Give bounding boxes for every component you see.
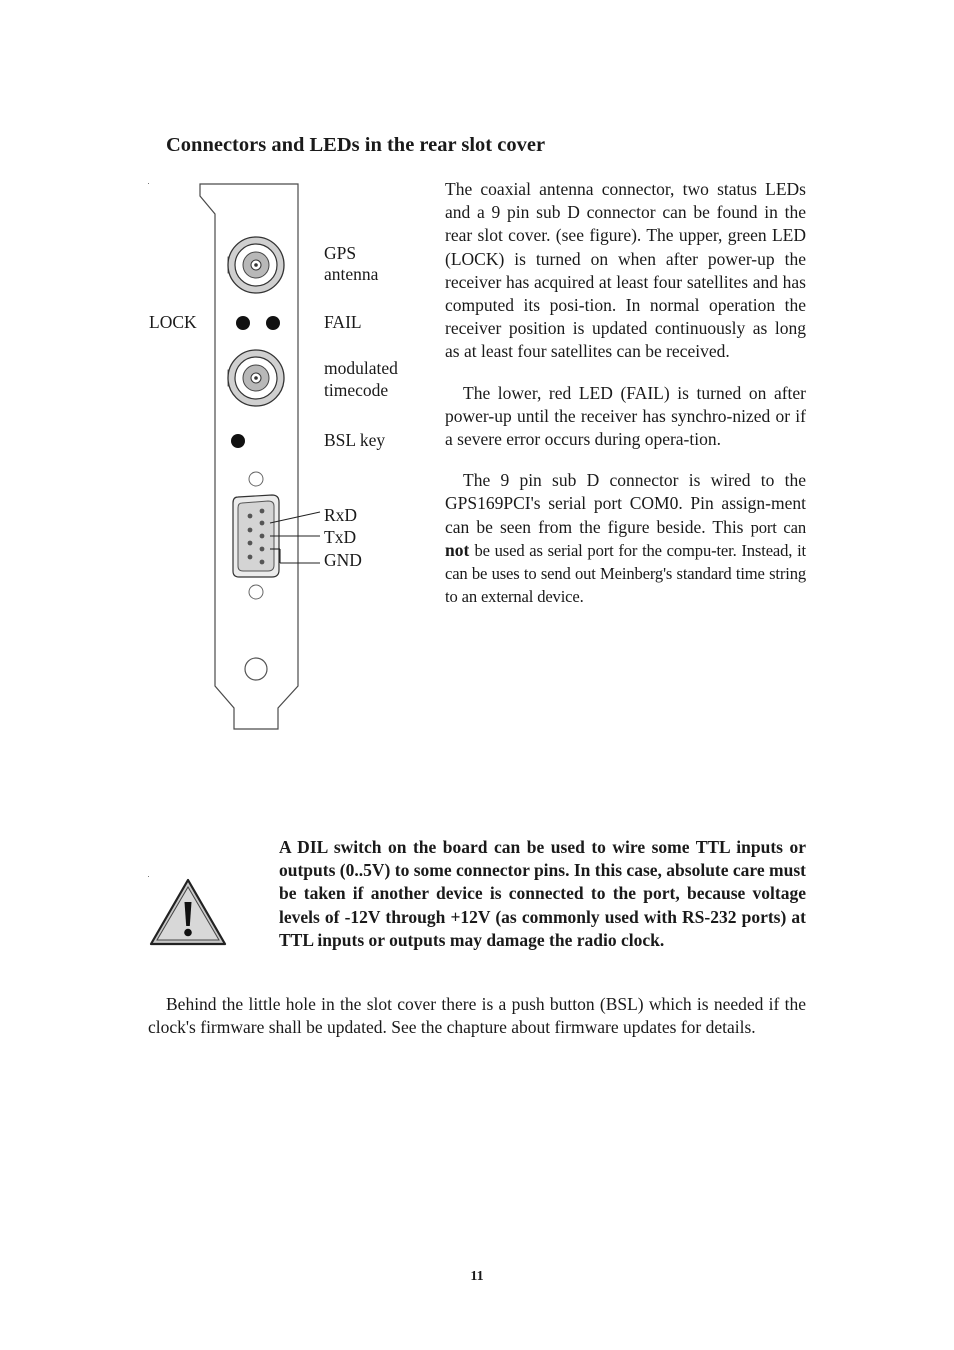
screw-hole-icon [249,472,263,486]
bsl-paragraph: Behind the little hole in the slot cover there is a push button (BSL) which is needed if the clock's firmware shall be updated. See the chapture about firmware updates for details. [148,994,806,1038]
fail-led-icon [266,316,280,330]
bsl-key-label: BSL key [324,430,386,450]
antenna-label: antenna [324,264,379,284]
description-column [445,178,806,626]
txd-label: TxD [324,527,357,547]
gps-label: GPS [324,243,357,263]
mounting-hole-icon [245,658,267,680]
timecode-label: timecode [324,380,389,400]
paragraph-text: be used as serial port for the compu-ter. Instead, it can be uses to send out Meinberg's standard time string to an external device. [445,540,806,607]
lock-led-icon [236,316,250,330]
lock-label: LOCK [149,312,197,332]
gps-antenna-connector-icon [228,237,284,293]
emphasis-not: not [445,539,470,560]
warning-text: A DIL switch on the board can be used to wire some TTL inputs or outputs (0..5V) to some connector pins. In this case, absolute care must be taken if another device is connected to the port, because voltage levels of -12V through +12V (as commonly used with RS-232 ports) at TTL inputs or outputs may damage the radio clock. [279,837,806,950]
description-paragraph: The lower, red LED (FAIL) is turned on after power-up until the receiver has synchro-nized or if a severe error occurs during opera-tion. [445,382,806,450]
page-number: 11 [470,1269,484,1284]
modulated-label: modulated [324,358,398,378]
fail-label: FAIL [324,312,362,332]
section-heading: Connectors and LEDs in the rear slot cover [166,134,546,156]
gnd-label: GND [324,550,362,570]
screw-hole-icon [249,585,263,599]
paragraph-text: The 9 pin sub D connector is wired to the GPS169PCI's serial port COM0. Pin assign-ment can be seen from the figure beside. This [445,470,806,537]
warning-triangle-icon [148,876,228,948]
paragraph-text: port can [750,517,806,537]
timecode-connector-icon [228,350,284,406]
bsl-key-hole-icon [231,434,245,448]
description-paragraph: The coaxial antenna connector, two status LEDs and a 9 pin sub D connector can be found in the rear slot cover. (see figure). The upper, green LED (LOCK) is turned on when after power-up the receiver has acquired at least four satellites and has computed its posi-tion. In normal operation the receiver position is updated continuously as long as at least four satellites can be received. [445,179,806,362]
rxd-label: RxD [324,505,358,525]
description-paragraph [445,469,806,608]
